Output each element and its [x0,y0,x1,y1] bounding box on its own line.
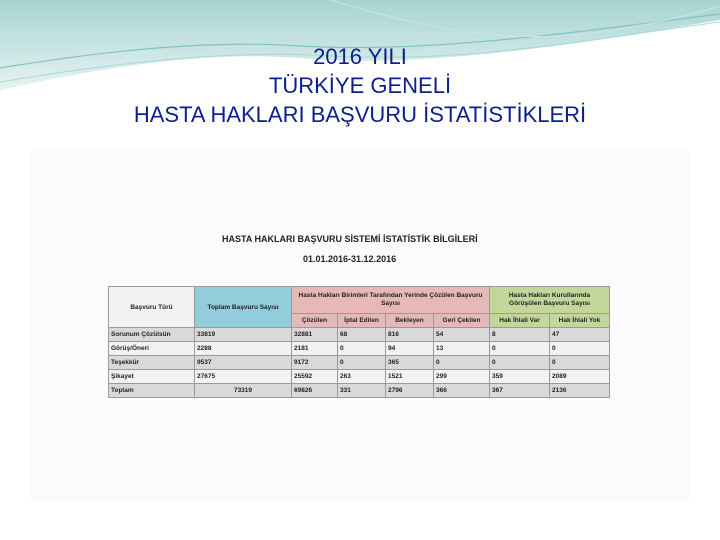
table-cell: 32881 [292,328,338,342]
slide-title [0,42,720,129]
row-label: Görüş/Öneri [109,342,195,356]
table-cell: 2136 [550,384,610,398]
header-rights-violation-yes: Hak İhlali Var [490,314,550,328]
header-boards-group: Hasta Hakları Kurullarında Görüşülen Başvuru Sayısı [490,287,610,314]
table-cell: 0 [550,356,610,370]
header-pending: Bekleyen [386,314,434,328]
table-row [109,356,610,370]
header-units-resolved-group: Hasta Hakları Birimleri Tarafından Yerinde Çözülen Başvuru Sayısı [292,287,490,314]
row-label: Sorunum Çözülsün [109,328,195,342]
header-cancelled: İptal Edilen [338,314,386,328]
table-cell: 359 [490,370,550,384]
table-cell: 2181 [292,342,338,356]
row-label: Şikayet [109,370,195,384]
table-cell: 299 [434,370,490,384]
table-cell: 54 [434,328,490,342]
table-cell: 366 [434,384,490,398]
table-cell: 9172 [292,356,338,370]
table-cell: 8 [490,328,550,342]
table-cell: 27675 [195,370,292,384]
table-cell: 2796 [386,384,434,398]
row-label: Teşekkür [109,356,195,370]
header-withdrawn: Geri Çekilen [434,314,490,328]
table-cell: 13 [434,342,490,356]
table-cell: 9537 [195,356,292,370]
table-cell: 0 [434,356,490,370]
table-row [109,342,610,356]
table-cell: 816 [386,328,434,342]
table-cell: 0 [490,342,550,356]
header-total-applications: Toplam Başvuru Sayısı [195,287,292,328]
table-cell: 263 [338,370,386,384]
table-cell: 69826 [292,384,338,398]
table-cell: 0 [490,356,550,370]
slide-title-line-2: TÜRKİYE GENELİ [268,73,452,98]
statistics-table [108,286,610,398]
table-row [109,328,610,342]
table-cell: 367 [490,384,550,398]
header-rights-violation-no: Hak İhlali Yok [550,314,610,328]
table-cell: 25592 [292,370,338,384]
table-cell: 0 [338,342,386,356]
table-cell: 94 [386,342,434,356]
table-cell: 0 [338,356,386,370]
table-cell: 1521 [386,370,434,384]
report-date-range: 01.01.2016-31.12.2016 [303,254,397,264]
header-resolved: Çözülen [292,314,338,328]
slide-title-line-1: 2016 YILI [313,44,407,69]
table-cell: 0 [550,342,610,356]
header-application-type: Başvuru Türü [109,287,195,328]
table-cell: 331 [338,384,386,398]
table-cell: 33819 [195,328,292,342]
table-row-total [109,384,610,398]
slide-title-line-3: HASTA HAKLARI BAŞVURU İSTATİSTİKLERİ [133,102,587,127]
table-cell: 47 [550,328,610,342]
table-cell: 73319 [195,384,292,398]
table-cell: 2288 [195,342,292,356]
table-cell: 365 [386,356,434,370]
table-cell: 2089 [550,370,610,384]
table-row [109,370,610,384]
row-label: Toplam [109,384,195,398]
table-cell: 68 [338,328,386,342]
report-title: HASTA HAKLARI BAŞVURU SİSTEMİ İSTATİSTİK BİLGİLERİ [222,234,478,244]
